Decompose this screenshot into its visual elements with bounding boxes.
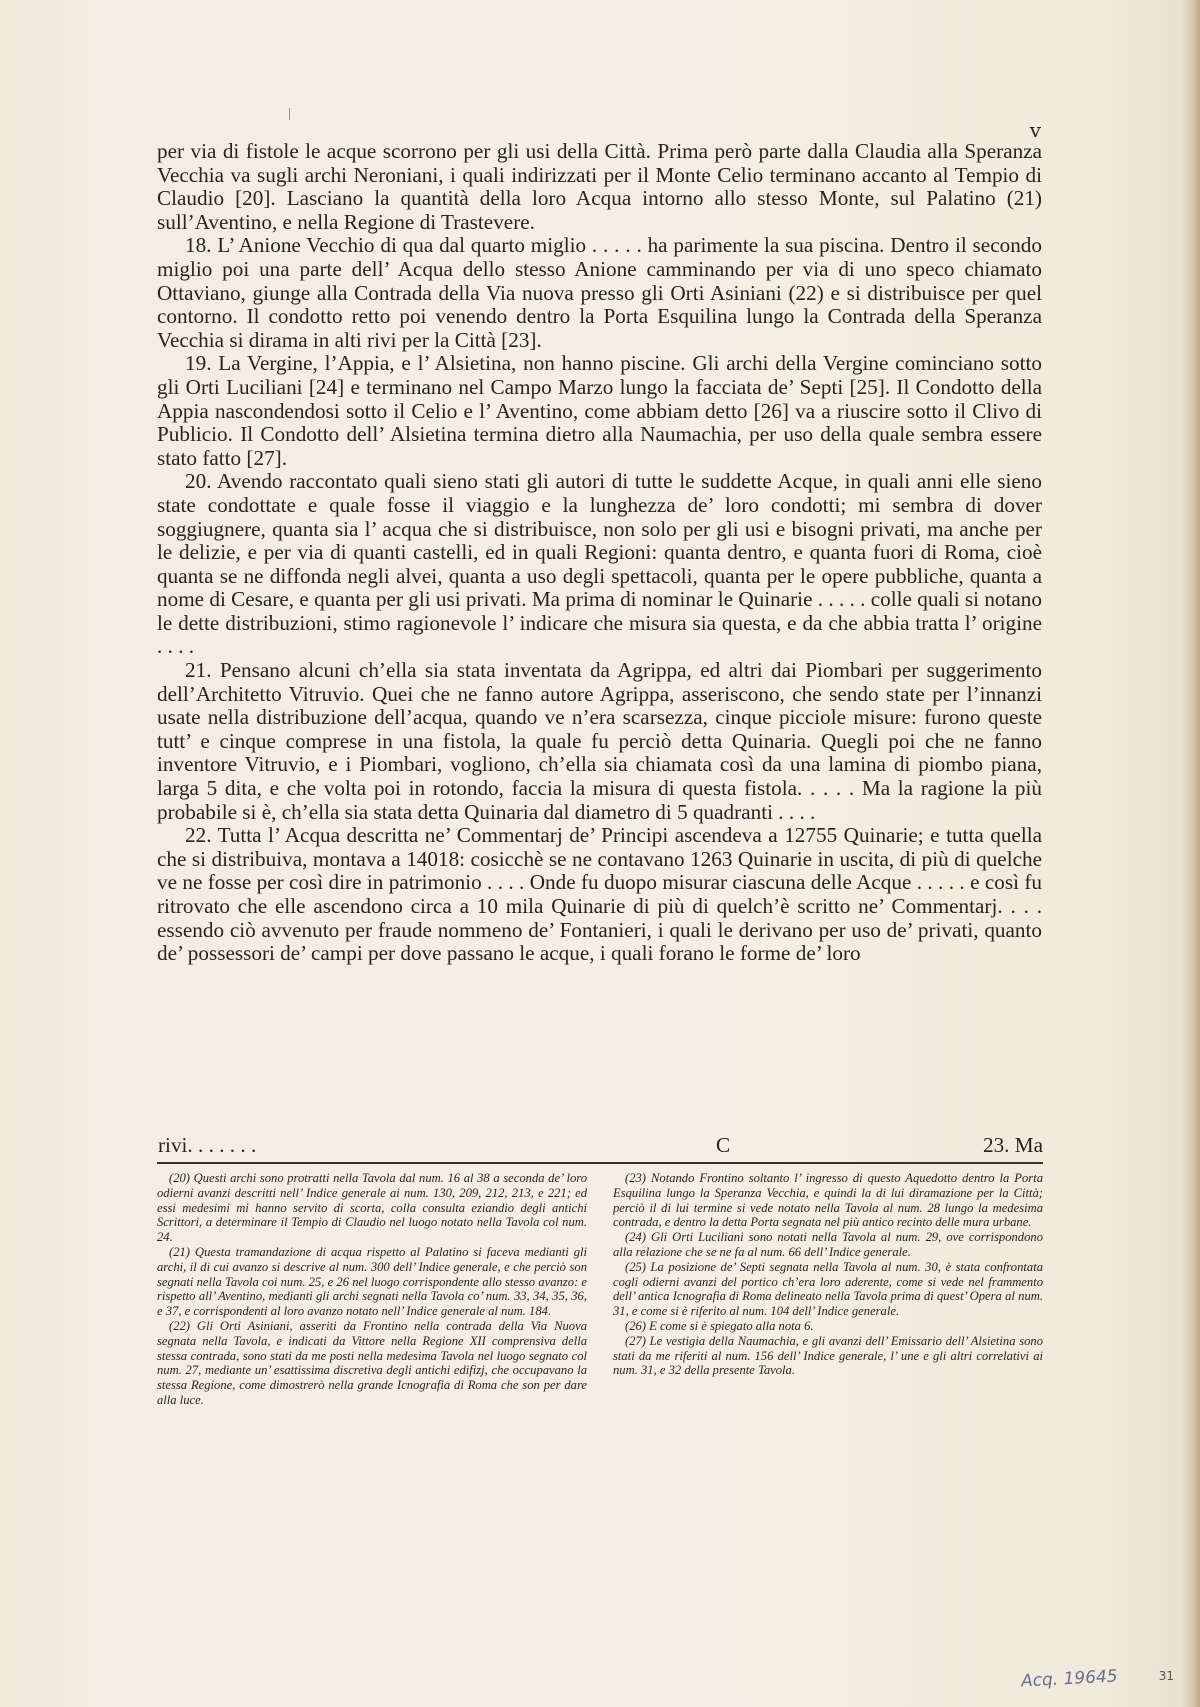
footnote-21: (21) Questa tramandazione di acqua rispetto al Palatino si faceva medianti gli archi, il di cui avanzo si descrive al num. 300 dell’ Indice generale, e che perciò son segnati nella Tavola coi num. 25, e 26 nel luogo corrispondente allo stesso avanzo: e rispetto all’ Aventino, medianti gli archi segnati nella Tavola co’ num. 33, 34, 35, 36, e 37, e corrispondenti al loro avanzo notato nell’ Indice generale al num. 184. [157, 1244, 587, 1319]
paragraph-22: 22. Tutta l’ Acqua descritta ne’ Commentarj de’ Principi ascendeva a 12755 Quinarie; e tutta quella che si distribuiva, montava a 14018: cosicchè se ne contavano 1263 Quinarie in uscita, di più di quelche ve ne fosse per così dire in patrimonio . . . . Onde fu duopo misurar ciascuna delle Acque . . . . . e così fu ritrovato che elle ascendono circa a 10 mila Quinarie di più di quelch’è scritto ne’ Commentarj. . . . essendo ciò avvenuto per fraude nommeno de’ Fontanieri, i quali le derivano per uso de’ privati, quanto de’ possessori de’ campi per dove passano le acque, i quali forano le forme de’ loro [157, 823, 1042, 966]
footnote-24: (24) Gli Orti Luciliani sono notati nella Tavola al num. 29, ove corrispondono alla relazione che se ne fa al num. 66 dell’ Indice generale. [613, 1230, 1043, 1259]
accession-stamp: Acq. 19645 [1020, 1666, 1119, 1692]
footnote-rule [157, 1162, 1043, 1164]
footnote-22: (22) Gli Orti Asiniani, asseriti da Frontino nella contrada della Via Nuova segnata nella Tavola, e indicati da Vittore nella Regione XII comprensiva della stessa contrada, sono stati da me posti nella medesima Tavola nel luogo segnato col num. 27, mediante un’ esattissima discretiva degli antichi edifizj, che occupavano la stessa Regione, come dimostrerò nella grande Icnografia di Roma che son per dare alla luce. [157, 1318, 587, 1407]
binding-mark [289, 108, 290, 120]
paragraph-20: 20. Avendo raccontato quali sieno stati gli autori di tutte le suddette Acque, in quali anni elle sieno state condottate e quale fosse il viaggio e la lunghezza de’ loro condotti; mi sembra di dover soggiugnere, quanta sia l’ acqua che si distribuisce, non solo per gli usi e bisogni privati, ma anche per le delizie, e per via di quanti castelli, ed in quali Regioni: quanta dentro, e quanta fuori di Roma, cioè quanta se ne diffonda negli alvei, quanta a uso degli spettacoli, quanta per le opere pubbliche, quanta a nome di Cesare, e quanta per gli usi privati. Ma prima di nominar le Quinarie . . . . . colle quali si notano le dette distribuzioni, stimo ragionevole l’ indicare che misura sia questa, e da che abbia tratta l’ origine . . . . [157, 469, 1042, 659]
page-edge-shadow [1182, 0, 1200, 1707]
stamp-number: 31 [1158, 1669, 1174, 1683]
signature-mark: C [716, 1133, 731, 1157]
footnote-26: (26) E come si è spiegato alla nota 6. [625, 1318, 814, 1333]
footnote-20: (20) Questi archi sono protratti nella Tavola dal num. 16 al 38 a seconda de’ loro odierni avanzi descritti nell’ Indice generale ai num. 130, 209, 212, 213, e 221; ed essi medesimi mi hanno servito di scorta, colla consulta eziandio degli antichi Scrittori, a determinare il Tempio di Claudio nel luogo notato nella Tavola col num. 24. [157, 1171, 587, 1245]
main-text [157, 140, 1042, 966]
page-folio: v [1029, 118, 1042, 142]
footnotes [157, 1171, 1043, 1408]
paragraph-continuation: per via di fistole le acque scorrono per gli usi della Città. Prima però parte dalla Claudia alla Speranza Vecchia va sugli archi Neroniani, i quali indirizzati per il Monte Celio terminano accanto al Tempio di Claudio [20]. Lasciano la quantità della loro Acqua intorno allo stesso Monte, sul Palatino (21) sull’Aventino, e nella Regione di Trastevere. [157, 139, 1042, 234]
catchword: 23. Ma [982, 1133, 1043, 1157]
footnote-27: (27) Le vestigia della Naumachia, e gli avanzi dell’ Emissario dell’ Alsietina sono stati da me riferiti al num. 156 dell’ Indice generale, l’ une e gli altri correlativi ai num. 31, e 32 della presente Tavola. [613, 1333, 1043, 1378]
footnote-25: (25) La posizione de’ Septi segnata nella Tavola al num. 30, è stata confrontata cogli odierni avanzi del portico ch’era loro aderente, come si vede nel frammento dell’ antica Icnografia di Roma delineato nella Tavola prima di quest’ Opera al num. 31, e come si è riferito al num. 104 dell’ Indice generale. [613, 1259, 1043, 1319]
footnotes-right-column [613, 1171, 1043, 1408]
footnotes-left-column [157, 1171, 587, 1408]
paragraph-21: 21. Pensano alcuni ch’ella sia stata inventata da Agrippa, ed altri dai Piombari per suggerimento dell’Architetto Vitruvio. Quei che ne fanno autore Agrippa, asseriscono, che sendo state per l’innanzi usate nella distribuzione dell’acqua, quando ve n’era scarsezza, cinque picciole misure: furono queste tutt’ e cinque comprese in una fistola, la quale fu perciò detta Quinaria. Quegli poi che ne fanno inventore Vitruvio, e i Piombari, vogliono, ch’ella sia chiamata così da una lamina di piombo piana, larga 5 dita, e che volta poi in rotondo, faccia la misura di questa fistola. . . . . Ma la ragione la più probabile si è, ch’ella sia stata detta Quinaria dal diametro di 5 quadranti . . . . [157, 658, 1042, 824]
paragraph-19: 19. La Vergine, l’Appia, e l’ Alsietina, non hanno piscine. Gli archi della Vergine cominciano sotto gli Orti Luciliani [24] e terminano nel Campo Marzo lungo la facciata de’ Septi [25]. Il Condotto della Appia nascondendosi sotto il Celio e l’ Aventino, come abbiam detto [26] va a riuscire sotto il Clivo di Publicio. Il Condotto dell’ Alsietina termina dietro alla Naumachia, per uso della quale sembra essere stato fatto [27]. [157, 351, 1042, 470]
paragraph-18: 18. L’ Anione Vecchio di qua dal quarto miglio . . . . . ha parimente la sua piscina. Dentro il secondo miglio poi una parte dell’ Acqua dello stesso Anione camminando per via di uno speco chiamato Ottaviano, giunge alla Contrada della Via nuova presso gli Orti Asiniani (22) e si distribuisce per quel contorno. Il condotto retto poi venendo dentro la Porta Esquilina lungo la Contrada della Speranza Vecchia si dirama in alti rivi per la Città [23]. [157, 233, 1042, 352]
footnote-23: (23) Notando Frontino soltanto l’ ingresso di questo Aquedotto dentro la Porta Esquilina lungo la Speranza Vecchia, e quindi la di lui diramazione per la Città; perciò il di lui termine si vede notato nella Tavola al num. 28 lungo la medesima contrada, e dentro la detta Porta segnata nel più antico recinto delle mura urbane. [613, 1171, 1043, 1230]
last-line-start: rivi. . . . . . . [158, 1133, 257, 1157]
